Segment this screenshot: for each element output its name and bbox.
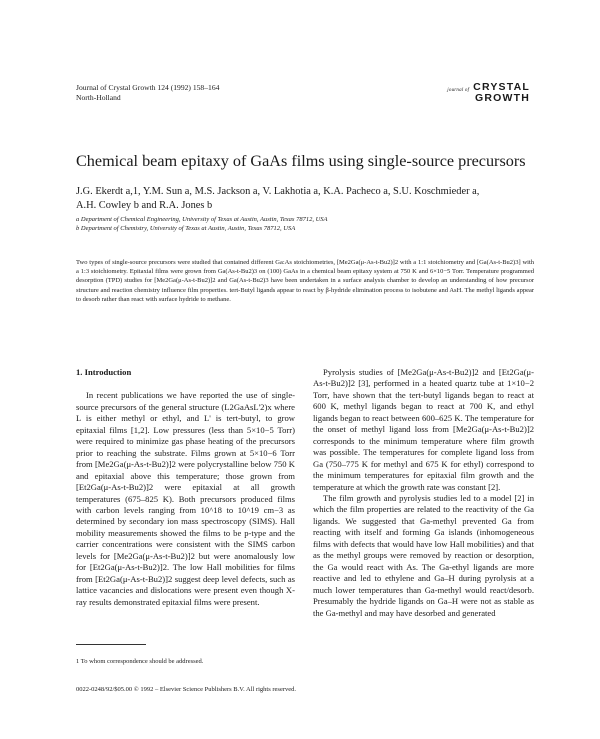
copyright-line: 0022-0248/92/$05.00 © 1992 – Elsevier Science Publishers B.V. All rights reserved. bbox=[76, 686, 297, 693]
journal-citation: Journal of Crystal Growth 124 (1992) 158–164 bbox=[76, 83, 220, 92]
logo-small-text: journal of bbox=[447, 88, 470, 93]
author-line: A.H. Cowley b and R.A. Jones b bbox=[76, 200, 213, 211]
author-list bbox=[76, 185, 536, 213]
paragraph: The film growth and pyrolysis studies led to a model [2] in which the film properties are related to the reactivity of the Ga ligands. We suggested that Ga-methyl prevented Ga from reacting with itself and forming Ga islands (inhomogeneous films with defects that would have low Hall mobilities) and that as the methyl groups were removed by reaction or desorption, the Ga would react with As. The Ga-ethyl ligands are more reactive and led to ethylene and Ga–H during pyrolysis at a much lower temperatures than Ga-methyl would react/desorb. Presumably the hydride ligands on Ga–H were not as stable as the Ga-methyl and may have desorbed and generated bbox=[313, 492, 534, 618]
logo-line-2: GROWTH bbox=[474, 92, 530, 104]
journal-publisher: North-Holland bbox=[76, 93, 121, 102]
footnote-rule bbox=[76, 644, 146, 645]
journal-header bbox=[76, 83, 219, 103]
footnote: 1 To whom correspondence should be addressed. bbox=[76, 658, 204, 665]
logo-line-1: CRYSTAL bbox=[473, 81, 530, 93]
affiliation: a Department of Chemical Engineering, University of Texas at Austin, Austin, Texas 78712, USA bbox=[76, 216, 328, 223]
affiliations bbox=[76, 215, 536, 233]
author-line: J.G. Ekerdt a,1, Y.M. Sun a, M.S. Jackson a, V. Lakhotia a, K.A. Pacheco a, S.U. Koschmieder a, bbox=[76, 186, 480, 197]
abstract: Two types of single-source precursors were studied that contained different Ga:As stoichiometries, [Me2Ga(μ-As-t-Bu2)]2 with a 1:1 stoichiometry and [Ga(As-t-Bu2)3] with a 1:3 stoichiometry. Epitaxial films were grown from Ga(As-t-Bu2)3 on (100) GaAs in a chemical beam epitaxy system at 750 K and 6×10−5 Torr. Temperature programmed desorption (TPD) studies for [Me2Ga(μ-As-t-Bu2)]2 and Ga(As-t-Bu2)3 have been undertaken in a surface analysis chamber to develop an understanding of how precursor structure and reaction chemistry influence film properties. tert-Butyl ligands appear to react by β-hydride elimination process to isobutene and AsH. The methyl ligands appear to desorb rather than react with surface hydride to methane. bbox=[76, 259, 534, 303]
paper-title: Chemical beam epitaxy of GaAs films using single-source precursors bbox=[76, 152, 526, 170]
section-heading: 1. Introduction bbox=[76, 367, 132, 377]
affiliation: b Department of Chemistry, University of Texas at Austin, Austin, Texas 78712, USA bbox=[76, 225, 296, 232]
body-column-left bbox=[76, 367, 295, 608]
body-column-right bbox=[313, 367, 534, 619]
paragraph: Pyrolysis studies of [Me2Ga(μ-As-t-Bu2)]2 and [Et2Ga(μ-As-t-Bu2)]2 [3], performed in a heated quartz tube at 1×10−2 Torr, have shown that the tert-butyl ligands began to react at 600 K, methyl ligands began to react at 700 K, and ethyl ligands began to react between 600–625 K. The temperature for the onset of methyl ligand loss from [Me2Ga(μ-As-t-Bu2)]2 corresponds to the minimum temperature where film growth was possible. The temperatures for complete ligand loss from Ga (750–775 K for methyl and 675 K for ethyl) correspond to the minimum temperatures for epitaxial film growth and the temperature at which the growth rate was constant [2]. bbox=[313, 367, 534, 492]
paragraph: In recent publications we have reported the use of single-source precursors of the general structure (L2GaAsL'2)x where L is either methyl or ethyl, and L' is tert-butyl, to grow epitaxial films [1,2]. Low pressures (less than 5×10−5 Torr) were required to minimize gas phase heating of the precursors prior to reaching the substrate. Films grown at 5×10−6 Torr from [Me2Ga(μ-As-t-Bu2)]2 were polycrystalline below 750 K and epitaxial above this temperature; those grown from [Et2Ga(μ-As-t-Bu2)]2 were epitaxial at all growth temperatures (675–825 K). Both precursors produced films with carbon levels ranging from 10^18 to 10^19 cm−3 as determined by secondary ion mass spectroscopy (SIMS). Hall mobility measurements showed the films to be p-type and the carrier concentrations were consistent with the SIMS carbon levels for [Me2Ga(μ-As-t-Bu2)]2 but were anomalously low for [Et2Ga(μ-As-t-Bu2)]2. The low Hall mobilities for films from [Et2Ga(μ-As-t-Bu2)]2 suggest deep level defects, such as lattice vacancies and dislocations were present even though X-ray results demonstrated epitaxial films were present. bbox=[76, 390, 295, 607]
journal-logo bbox=[430, 82, 530, 104]
